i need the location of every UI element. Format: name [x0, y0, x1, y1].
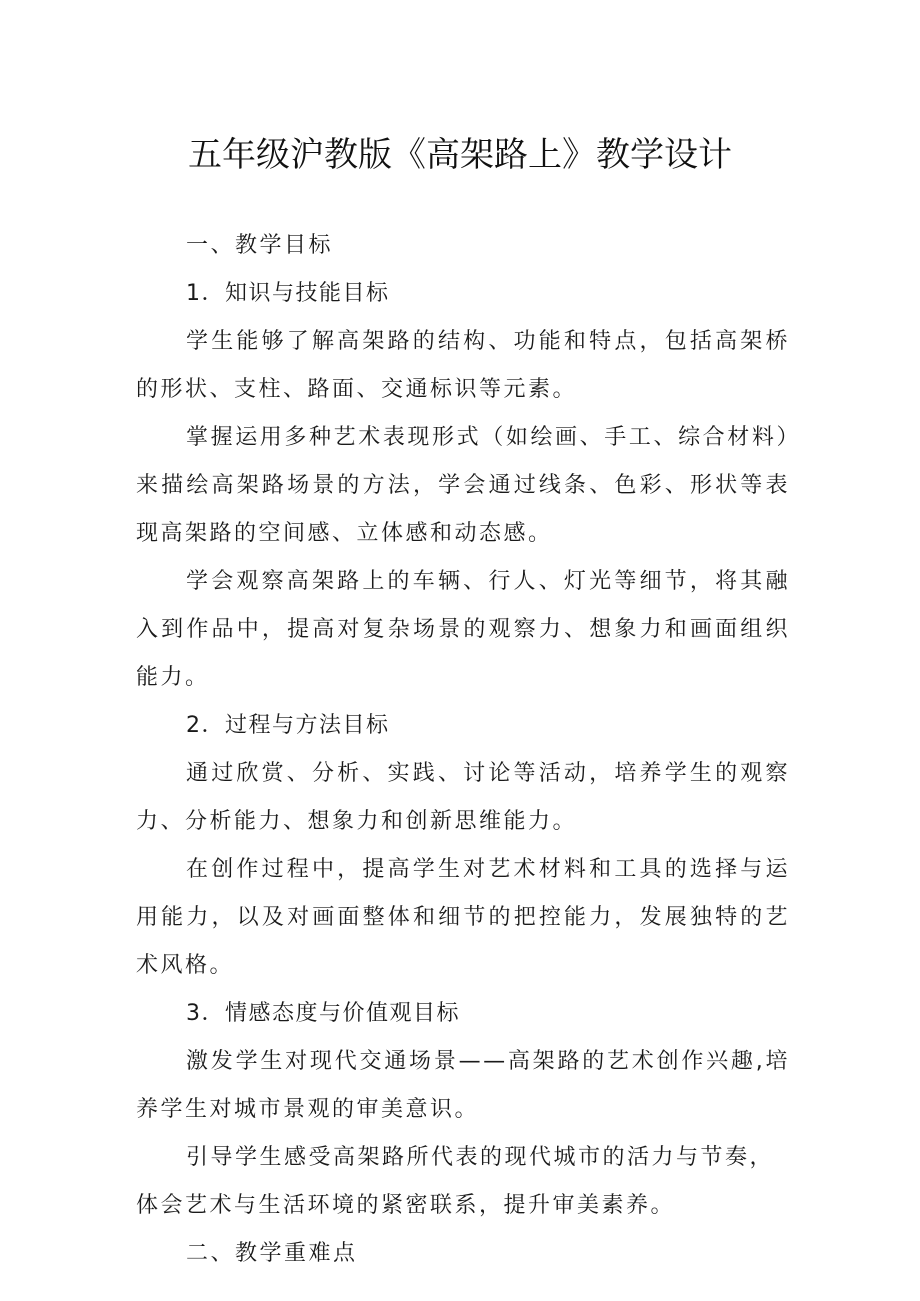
subheading: 2．过程与方法目标 [186, 713, 390, 738]
body-paragraph: 通过欣赏、分析、实践、讨论等活动，培养学生的观察力、分析能力、想象力和创新思维能力。 [136, 761, 790, 834]
document-title: 五年级沪教版《高架路上》教学设计 [188, 135, 732, 175]
subheading: 1．知识与技能目标 [186, 281, 390, 306]
document-body [136, 222, 790, 1278]
body-paragraph-continuation: 体会艺术与生活环境的紧密联系，提升审美素养。 [136, 1193, 676, 1218]
body-paragraph: 掌握运用多种艺术表现形式（如绘画、手工、综合材料）来描绘高架路场景的方法，学会通过线条、色彩、形状等表现高架路的空间感、立体感和动态感。 [136, 425, 790, 546]
section-heading: 一、教学目标 [186, 233, 334, 258]
section-heading: 二、教学重难点 [186, 1241, 358, 1266]
body-paragraph: 学会观察高架路上的车辆、行人、灯光等细节，将其融入到作品中，提高对复杂场景的观察力、想象力和画面组织能力。 [136, 569, 790, 690]
subheading: 3．情感态度与价值观目标 [186, 1001, 460, 1026]
body-paragraph: 激发学生对现代交通场景——高架路的艺术创作兴趣,培养学生对城市景观的审美意识。 [136, 1049, 790, 1122]
body-paragraph: 引导学生感受高架路所代表的现代城市的活力与节奏， [186, 1145, 775, 1170]
body-paragraph: 学生能够了解高架路的结构、功能和特点，包括高架桥的形状、支柱、路面、交通标识等元素。 [136, 329, 790, 402]
body-paragraph: 在创作过程中，提高学生对艺术材料和工具的选择与运用能力，以及对画面整体和细节的把控能力，发展独特的艺术风格。 [136, 857, 790, 978]
